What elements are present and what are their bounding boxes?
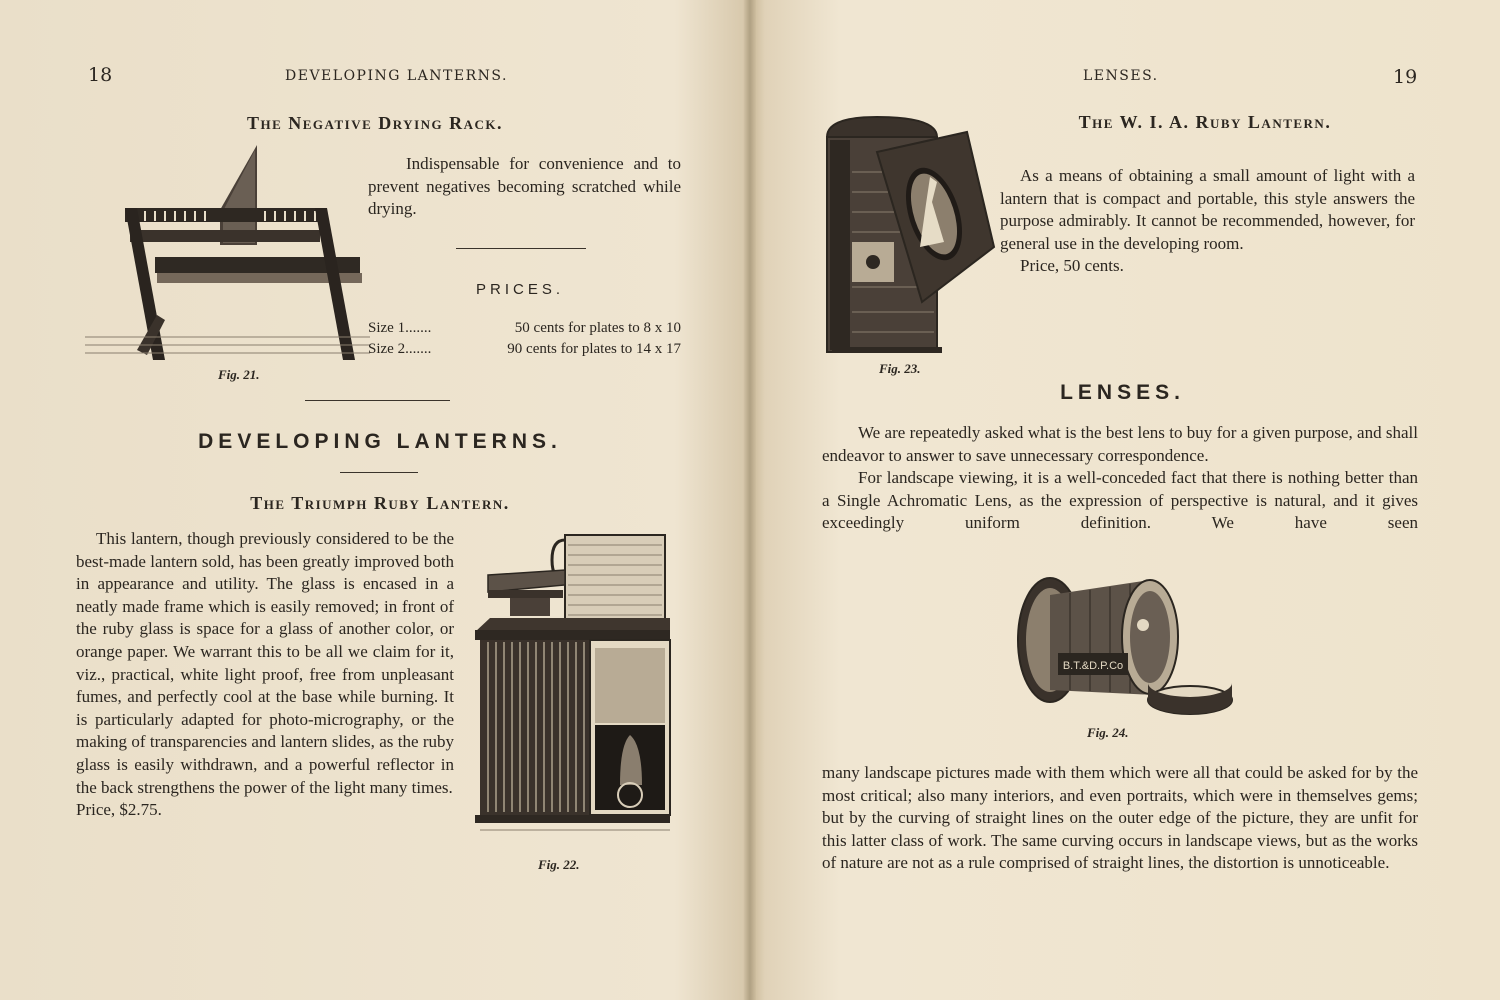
wia-lantern-price: Price, 50 cents. — [1020, 256, 1124, 276]
page-number-right: 19 — [1393, 66, 1418, 88]
achromatic-lens-illustration — [1010, 575, 1235, 725]
section-title-developing-lanterns: DEVELOPING LANTERNS. — [198, 430, 562, 453]
divider-rule — [305, 400, 450, 401]
price-desc: 50 cents for plates to 8 x 10 — [514, 320, 681, 336]
price-size: Size 1....... — [368, 320, 432, 336]
book-gutter — [744, 0, 756, 1000]
price-desc: 90 cents for plates to 14 x 17 — [507, 341, 681, 357]
running-head-left: DEVELOPING LANTERNS. — [285, 68, 508, 84]
triumph-lantern-body — [76, 528, 454, 822]
drying-rack-illustration — [85, 145, 370, 365]
triumph-lantern-illustration — [470, 530, 675, 850]
triumph-lantern-title: The Triumph Ruby Lantern. — [250, 493, 510, 513]
price-size: Size 2....... — [368, 341, 432, 357]
figure-caption-21: Fig. 21. — [218, 367, 260, 382]
price-list — [368, 318, 681, 360]
figure-caption-22: Fig. 22. — [538, 857, 580, 872]
drying-rack-description — [368, 153, 681, 221]
lenses-paragraph-3: many landscape pictures made with them which were all that could be asked for by the most critical; also many interiors, and even portraits, which were in themselves gems; but by the curving of straight lines on the outer edge of the picture, they are unfit for this latter class of work. The same curving occurs in landscape views, but as the works of nature are not as a rule comprised of straight lines, the distortion is unnoticeable. — [822, 763, 1418, 873]
figure-caption-23: Fig. 23. — [879, 361, 921, 376]
price-row — [368, 339, 681, 360]
divider-rule — [340, 472, 418, 473]
page-number-left: 18 — [88, 64, 113, 86]
prices-heading: PRICES. — [475, 281, 564, 298]
section-title-lenses: LENSES. — [1060, 381, 1185, 404]
lenses-intro — [822, 422, 1418, 535]
running-head-right: LENSES. — [1083, 68, 1159, 84]
divider-rule — [456, 248, 586, 249]
lenses-continued — [822, 762, 1418, 875]
drying-rack-title: The Negative Drying Rack. — [246, 113, 504, 133]
wia-lantern-body — [1000, 165, 1415, 278]
triumph-lantern-price: Price, $2.75. — [76, 800, 162, 820]
figure-caption-24: Fig. 24. — [1087, 725, 1129, 740]
lenses-paragraph-1: We are repeatedly asked what is the best lens to buy for a given purpose, and shall endeavor to answer to save unnecessary correspondence. — [822, 423, 1418, 465]
triumph-lantern-text: This lantern, though previously considered to be the best-made lantern sold, has been greatly improved both in appearance and utility. The glass is encased in a neatly made frame which is easily removed; in front of the ruby glass is space for a glass of another color, or orange paper. We warrant this to be all we claim for it, viz., practical, white light proof, free from unpleasant fumes, and perfectly cool at the base while burning. It is particularly adapted for photo-micrography, or the making of transparencies and lantern slides, as the ruby glass is easily withdrawn, and a powerful reflector in the back strengthens the power of the light many times. — [76, 529, 454, 797]
lens-maker-label: B.T.&D.P.Co — [1062, 660, 1124, 672]
price-row — [368, 318, 681, 339]
wia-lantern-text: As a means of obtaining a small amount of light with a lantern that is compact and portable, this style answers the purpose admirably. It cannot be recommended, however, for general use in the developing room. — [1000, 166, 1415, 253]
drying-rack-description-text: Indispensable for convenience and to prevent negatives becoming scratched while drying. — [368, 154, 681, 219]
wia-lantern-illustration — [822, 112, 997, 357]
wia-lantern-title: The W. I. A. Ruby Lantern. — [1078, 112, 1332, 132]
lenses-paragraph-2: For landscape viewing, it is a well-conceded fact that there is nothing better than a Single Achromatic Lens, as the expression of perspective is natural, and it gives exceedingly uniform definition. We have seen — [822, 468, 1418, 533]
